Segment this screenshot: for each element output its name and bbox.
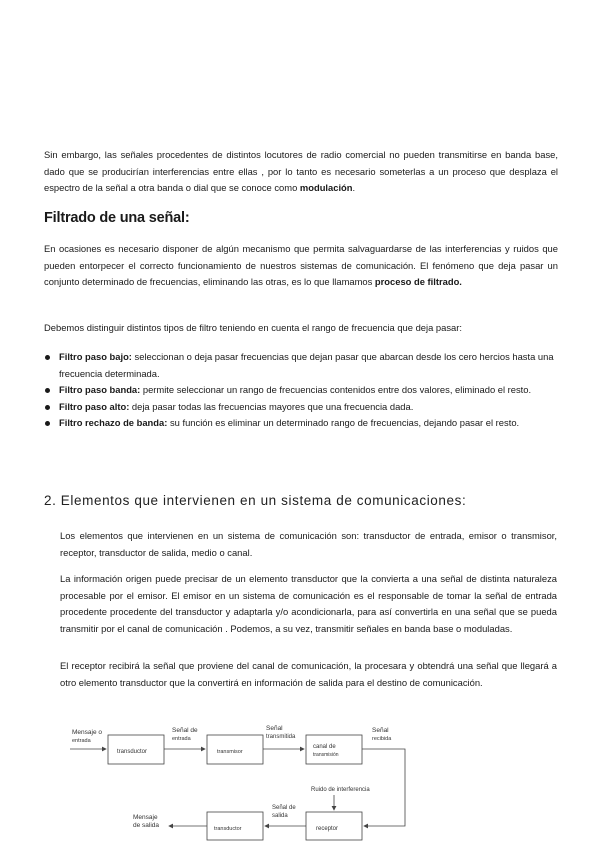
label-senal-entrada-2: entrada (172, 736, 191, 742)
communication-system-diagram (0, 715, 600, 848)
filter-term: Filtro paso bajo: (59, 351, 132, 362)
filtrado-text: En ocasiones es necesario disponer de algún mecanismo que permita salvaguardarse de las interferencias y ruidos que pueden entorpecer el correcto funcionamiento de nuestros sistemas de comunicación. El fenómeno que deja pasar un conjunto determinado de frecuencias, eliminando las otras, es lo que llamamos (44, 243, 558, 287)
list-item (44, 349, 558, 382)
filter-term: Filtro paso alto: (59, 400, 130, 412)
filter-desc: su función es eliminar un determinado rango de frecuencias, dejando pasar el resto. (167, 417, 520, 428)
filter-types-intro: Debemos distinguir distintos tipos de filtro teniendo en cuenta el rango de frecuencia que deja pasar: (44, 322, 462, 333)
bullet-icon (45, 405, 50, 410)
filter-term: Filtro rechazo de banda: (59, 417, 168, 428)
intro-text: Sin embargo, las señales procedentes de distintos locutores de radio comercial no pueden transmitirse en banda base, dado que se producirían interferencias entre ellas , por lo tanto es necesario someterlas a un proceso que desplaza el espectro de la señal a otra banda o dial que se conoce como (44, 149, 558, 193)
label-senal-recibida-1: Señal (372, 727, 389, 734)
label-senal-transmitida-1: Señal (266, 725, 283, 732)
section-heading-filtrado: Filtrado de una señal: (44, 210, 190, 226)
list-item (44, 382, 558, 399)
bullet-icon (45, 355, 50, 360)
elementos-paragraph-2: La información origen puede precisar de un elemento transductor que la convierta a una señal de distinta naturaleza procesable por el emisor. El emisor en un sistema de comunicación es el responsable de tomar la señal de entrada procedente procedente del transductor y adaptarla y/o acondicionarla, para así convertirla en una señal que se pueda transmitir por el canal de comunicación . Podemos, a su vez, transmitir señales en banda base o moduladas. (60, 573, 557, 634)
label-senal-salida-1: Señal de (272, 805, 296, 811)
filter-desc: deja pasar todas las frecuencias mayores que una frecuencia dada. (129, 400, 414, 412)
transmisor-label: transmisor (217, 749, 243, 755)
label-mensaje-salida-1: Mensaje (133, 814, 158, 821)
intro-paragraph (44, 147, 558, 197)
canal-label-2: transmisión (313, 752, 339, 758)
section-heading-elementos: 2. Elementos que intervienen en un sistema de comunicaciones: (44, 493, 467, 508)
filter-desc: seleccionan o deja pasar frecuencias que dejan pasar que abarcan desde los cero hercios hasta una frecuencia determinada. (59, 351, 554, 379)
intro-end: . (352, 182, 356, 193)
canal-label-1: canal de (313, 744, 336, 750)
filter-term: Filtro paso banda: (59, 384, 141, 395)
label-senal-transmitida-2: transmitida (266, 734, 296, 740)
filter-list (44, 349, 558, 432)
elementos-paragraph-1: Los elementos que intervienen en un sistema de comunicación son: transductor de entrada, emisor o transmisor, receptor, transductor de salida, medio o canal. (60, 530, 557, 558)
label-mensaje-entrada-1: Mensaje o (72, 729, 102, 736)
elementos-paragraph-3: El receptor recibirá la señal que proviene del canal de comunicación, la procesara y obtendrá una señal que llegará a otro elemento transductor que la convertirá en información de salida para el destino de comunicación. (60, 660, 557, 688)
bullet-icon (45, 421, 50, 426)
filtrado-paragraph (44, 241, 558, 291)
label-senal-salida-2: salida (272, 813, 288, 819)
label-ruido: Ruido de interferencia (311, 787, 370, 793)
list-item (44, 399, 558, 416)
bullet-icon (45, 388, 50, 393)
filter-desc: permite seleccionar un rango de frecuencias contenidos entre dos valores, eliminado el resto. (140, 384, 532, 395)
list-item (44, 415, 558, 432)
label-mensaje-salida-2: de salida (133, 822, 160, 829)
label-mensaje-entrada-2: entrada (72, 738, 91, 744)
transductor-label: transductor (117, 749, 148, 755)
filtrado-bold-term: proceso de filtrado. (374, 276, 462, 287)
label-senal-entrada-1: Señal de (172, 727, 198, 734)
receptor-label: receptor (316, 826, 339, 832)
transductor-salida-label: transductor (214, 826, 242, 832)
intro-bold-term: modulación (299, 182, 353, 193)
label-senal-recibida-2: recibida (372, 736, 392, 742)
